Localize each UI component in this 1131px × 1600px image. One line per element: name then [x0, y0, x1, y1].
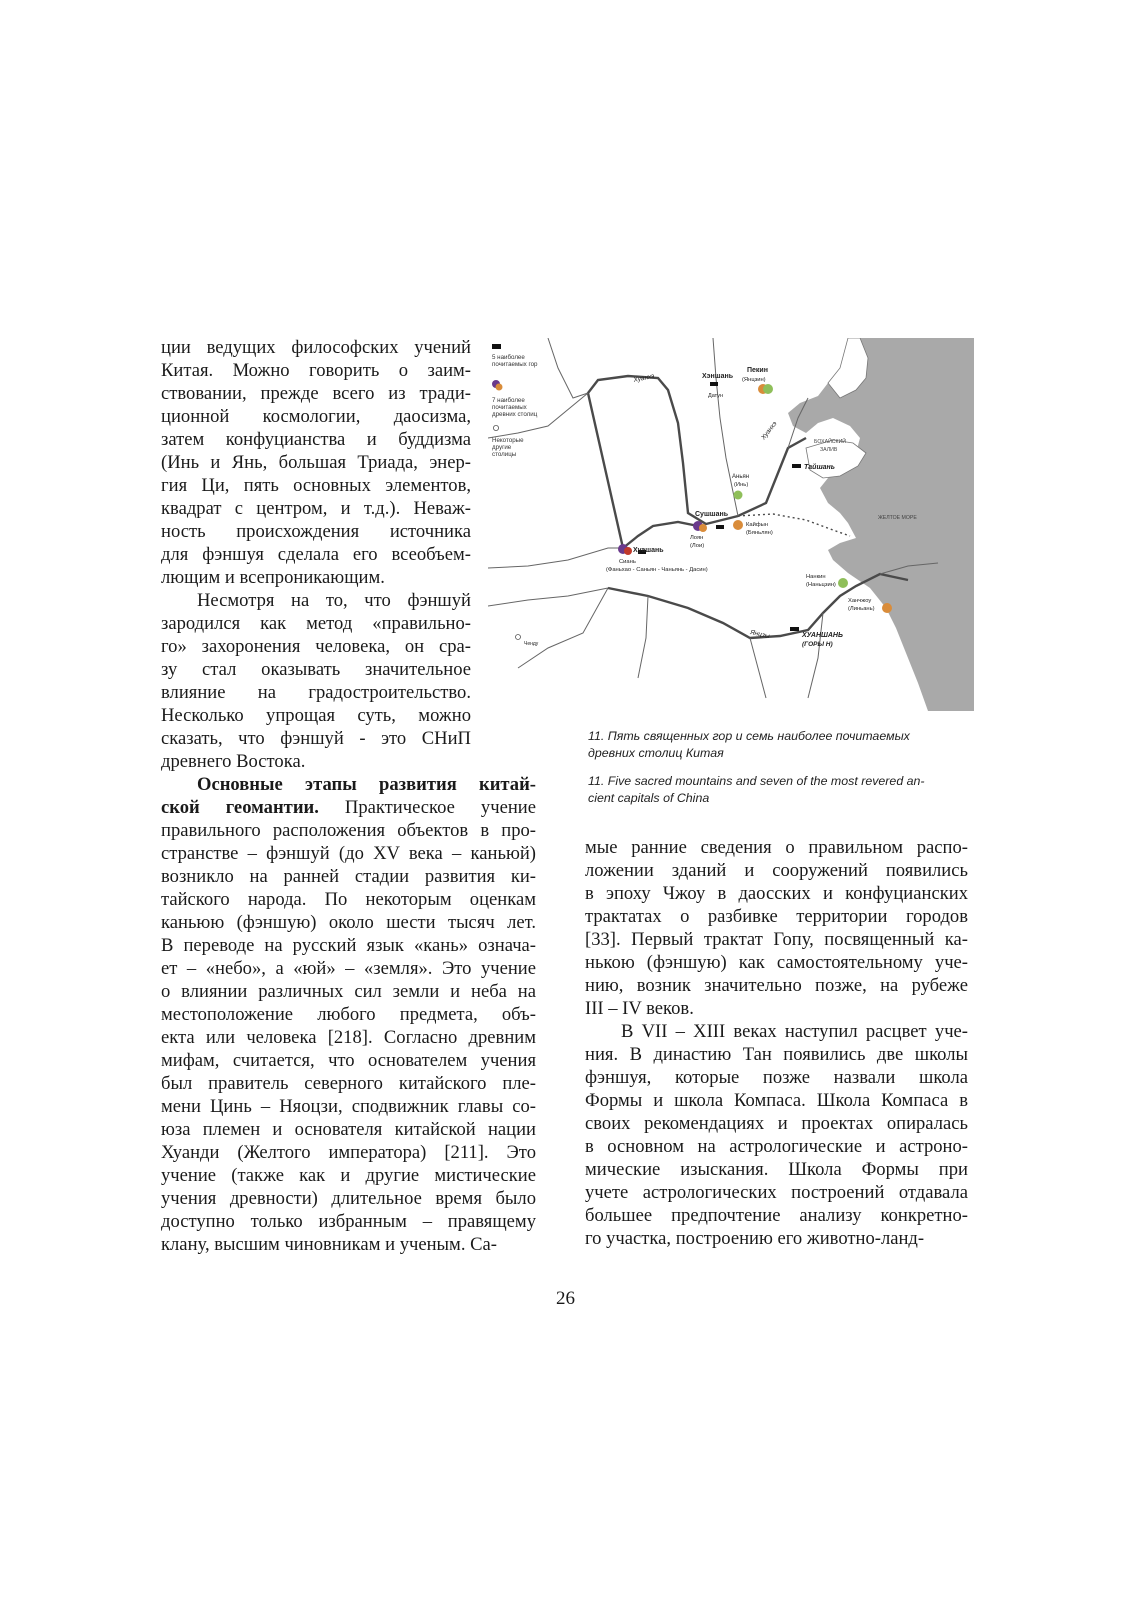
text-line: сказать, что фэншуй - это СНиП [161, 728, 471, 749]
mountain-marker-icon [716, 525, 724, 529]
text-line: Хуанди (Желтого императора) [211]. Это [161, 1142, 536, 1163]
map-label: Хуанхэ [632, 372, 655, 384]
right-column [585, 836, 968, 1250]
text-line: правильного расположения объектов в про- [161, 820, 536, 841]
legend-label: 5 наиболее [492, 354, 525, 361]
text-line: ции ведущих философских учений [161, 337, 471, 358]
page-number: 26 [556, 1288, 575, 1309]
text-line: доступно только избранным – правящему [161, 1211, 536, 1232]
text-line: мические изыскания. Школа Формы при [585, 1159, 968, 1180]
china-map [488, 338, 974, 711]
text-fragment: Практическое учение [318, 797, 536, 818]
text-line: мифам, считается, что основателем учения [161, 1050, 536, 1071]
text-line: нию, возник значительно позже, на рубеже [585, 975, 968, 996]
map-label: ХУАНШАНЬ [802, 632, 843, 639]
text-line: екта или человека [218]. Согласно древним [161, 1027, 536, 1048]
capital-marker-icon [733, 520, 743, 530]
text-line: В VII – XIII веках наступил расцвет уче- [621, 1021, 968, 1042]
map-label: ЖЕЛТОЕ МОРЕ [878, 515, 917, 521]
text-line: го» захоронения человека, он сра- [161, 636, 471, 657]
map-label: Хэншань [702, 373, 734, 380]
text-line: учете астрологических построений отдавала [585, 1182, 968, 1203]
text-line: Несмотря на то, что фэншуй [197, 590, 471, 611]
map-label: Тайшань [804, 464, 835, 471]
caption-line: 11. Five sacred mountains and seven of the most revered an- [588, 774, 925, 788]
capital-marker-icon [734, 491, 743, 500]
map-label: (ГОРЫ Н) [802, 641, 833, 648]
caption-line: древних столиц Китая [588, 746, 724, 760]
text-line: в основном на астрологические и астроно- [585, 1136, 968, 1157]
mountain-marker-icon [792, 464, 801, 468]
text-line: лющим и всепроникающим. [161, 567, 385, 588]
text-line: затем конфуцианства и буддизма [161, 429, 471, 450]
caption-line: 11. Пять священных гор и семь наиболее почитаемых [588, 729, 910, 743]
text-line: нькою (фэншую) как самостоятельному уче- [585, 952, 968, 973]
section-heading-line [161, 773, 536, 796]
section-heading: ской геомантии. [161, 797, 319, 818]
map-label: Пекин [747, 367, 768, 374]
text-line: своих рекомендациях и проектах опиралась [585, 1113, 968, 1134]
figure-caption-en [588, 773, 968, 807]
paragraph [161, 589, 471, 773]
text-line: зародился как метод «правильно- [161, 613, 471, 634]
text-line: Китая. Можно говорить о заим- [161, 360, 471, 381]
text-line: клану, высшим чиновникам и ученым. Са- [161, 1234, 497, 1255]
map-label: Ханчжоу [848, 598, 872, 604]
text-line: древнего Востока. [161, 751, 306, 772]
caption-line: cient capitals of China [588, 791, 710, 805]
legend-label: 7 наиболее [492, 397, 525, 404]
left-paragraph-1 [161, 336, 471, 773]
map-label: Нанкин [806, 574, 826, 580]
map-label: (Наньцзин) [806, 582, 836, 588]
text-line: юза племен и основателя китайской нации [161, 1119, 536, 1140]
map-label: Аньян [732, 474, 750, 480]
map-label: Ченду [524, 641, 539, 647]
text-line: трактатах о разбивке территории городов [585, 906, 968, 927]
text-line: (Инь и Янь, большая Триада, энер- [161, 452, 471, 473]
text-line: мени Цинь – Няоцзи, сподвижник главы со- [161, 1096, 536, 1117]
text-line: ет – «небо», а «юй» – «земля». Это учение [161, 958, 536, 979]
text-line: для фэншуя сделала его всеобъем- [161, 544, 471, 565]
map-label: (Лои) [690, 543, 705, 549]
text-line: учения древности) длительное время было [161, 1188, 536, 1209]
legend-label: другие [492, 444, 512, 451]
text-line: возникло на ранней стадии развития ки- [161, 866, 536, 887]
text-line: в эпоху Чжоу в даосских и конфуцианских [585, 883, 968, 904]
mountain-marker-icon [710, 382, 718, 386]
map-label: Хуашань [633, 547, 664, 554]
map-label: Датун [708, 393, 724, 399]
map-label: Кайфын [746, 522, 768, 528]
map-label: Янцзы [749, 629, 771, 641]
other-capital-icon [493, 425, 498, 430]
other-capital-icon [516, 635, 521, 640]
capital-marker-icon [763, 384, 773, 394]
map-label: ЗАЛИВ [820, 447, 838, 453]
paragraph [585, 836, 968, 1020]
map-label: Хуанхэ [760, 420, 779, 442]
map-label: БОХАЙСКИЙ [814, 439, 847, 445]
mountain-marker-icon [492, 344, 501, 349]
capital-marker-icon [699, 524, 707, 532]
text-line: ложении зданий и сооружений появились [585, 860, 968, 881]
text-line: гия Ци, пять основных элементов, [161, 475, 471, 496]
text-line: го участка, построению его животно-ланд- [585, 1228, 925, 1249]
text-line: ствовании, прежде всего из тради- [161, 383, 471, 404]
legend-label: столицы [492, 451, 517, 458]
text-line: каньюю (фэншую) около шести тысяч лет. [161, 912, 536, 933]
map-label: Сушшань [695, 511, 729, 518]
section-heading: Основные этапы развития китай- [197, 774, 536, 795]
map-label: Сиань [619, 559, 636, 565]
map-label: Лоян [690, 535, 704, 541]
text-line: большее предпочтение анализу конкретно- [585, 1205, 968, 1226]
capital-marker-icon [496, 384, 503, 391]
mountain-marker-icon [790, 627, 799, 631]
text-line: о влиянии различных сил земли и неба на [161, 981, 536, 1002]
text-line: Формы и школа Компаса. Школа Компаса в [585, 1090, 968, 1111]
map-label: (Фаньхао - Саньян - Чаньянь - Дасин) [606, 567, 708, 573]
capital-marker-icon [882, 603, 892, 613]
capital-marker-icon [624, 547, 632, 555]
legend-label: Некоторые [492, 437, 524, 444]
paragraph [161, 336, 471, 589]
capital-marker-icon [838, 578, 848, 588]
text-line: ния. В династию Тан появились две школы [585, 1044, 968, 1065]
paragraph [585, 1020, 968, 1250]
map-label: (Линьань) [848, 606, 875, 612]
text-line: странстве – фэншуй (до XV века – каньюй) [161, 843, 536, 864]
text-line: тайского народа. По некоторым оценкам [161, 889, 536, 910]
text-line: квадрат с центром, и т.д.). Неваж- [161, 498, 471, 519]
left-column [161, 336, 536, 1256]
figure-caption-ru [588, 728, 968, 762]
text-line: III – IV веков. [585, 998, 694, 1019]
legend-label: почитаемых [492, 404, 527, 411]
section-paragraph [161, 773, 536, 1256]
text-line: влияние на градостроительство. [161, 682, 471, 703]
text-line: зу стал оказывать значительное [161, 659, 471, 680]
text-line: ность происхождения источника [161, 521, 471, 542]
map-label: (Инь) [734, 482, 749, 488]
china-map-figure [488, 338, 974, 711]
map-label: (Бяньлян) [746, 530, 773, 536]
map-label: (Янцзин) [742, 377, 766, 383]
text-line: местоположение любого предмета, объ- [161, 1004, 536, 1025]
text-line: мые ранние сведения о правильном распо- [585, 837, 968, 858]
text-line: В переводе на русский язык «кань» означа- [161, 935, 536, 956]
text-line: был правитель северного китайского пле- [161, 1073, 536, 1094]
text-line: Несколько упрощая суть, можно [161, 705, 471, 726]
text-line: [33]. Первый трактат Гопу, посвященный ка- [585, 929, 968, 950]
text-line: учение (также как и другие мистические [161, 1165, 536, 1186]
legend-label: древних столиц [492, 411, 538, 418]
text-line [161, 796, 536, 819]
text-line: фэншуя, которые позже назвали школа [585, 1067, 968, 1088]
legend-label: почитаемых гор [492, 361, 538, 368]
text-line: ционной космологии, даосизма, [161, 406, 471, 427]
